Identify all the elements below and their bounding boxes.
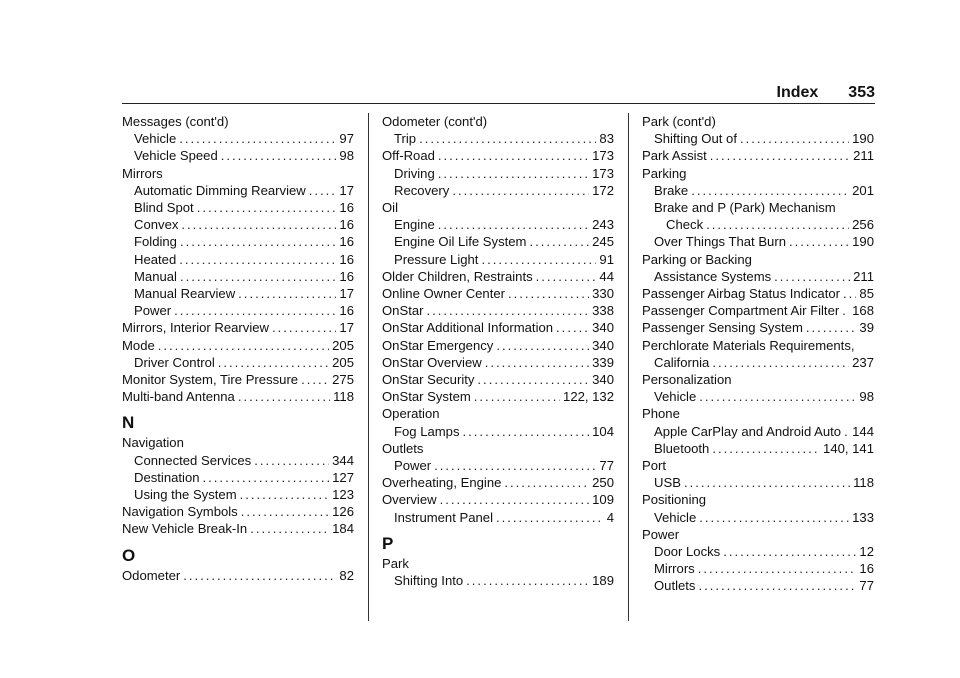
entry-term: Driver Control (134, 354, 215, 370)
index-heading: Positioning (642, 492, 707, 508)
entry-page-number: 133 (852, 509, 874, 525)
entry-term: Shifting Into (394, 573, 464, 589)
entry-term: Passenger Sensing System (642, 320, 803, 336)
dot-leader (179, 130, 336, 147)
index-column-3 (642, 113, 874, 595)
entry-page-number: 344 (332, 452, 354, 468)
index-entry[interactable] (642, 268, 874, 285)
entry-term: Mirrors, Interior Rearview (122, 320, 269, 336)
entry-page-number: 173 (592, 165, 614, 181)
index-entry[interactable] (122, 319, 354, 336)
entry-term: Older Children, Restraints (382, 268, 533, 284)
index-heading: Port (642, 458, 667, 474)
entry-term: Instrument Panel (394, 509, 493, 525)
dot-leader (180, 268, 336, 285)
dot-leader (272, 319, 336, 336)
dot-leader (529, 233, 589, 250)
index-heading: Messages (cont'd) (122, 114, 229, 129)
dot-leader (240, 486, 330, 503)
index-entry[interactable] (122, 337, 354, 354)
index-entry[interactable] (122, 130, 354, 147)
dot-leader (474, 388, 560, 405)
index-entry[interactable] (122, 503, 354, 520)
dot-leader (536, 268, 597, 285)
index-heading: Personalization (642, 372, 732, 388)
column-divider (628, 113, 629, 621)
entry-page-number: 123 (332, 487, 354, 503)
dot-leader (440, 491, 590, 508)
index-entry[interactable] (122, 302, 354, 319)
dot-leader (309, 182, 337, 199)
index-entry[interactable] (122, 147, 354, 164)
entry-term: Assistance Systems (654, 268, 772, 284)
dot-leader (250, 520, 329, 537)
index-entry[interactable] (382, 491, 614, 508)
index-entry[interactable] (382, 130, 614, 147)
index-heading: Navigation (122, 435, 184, 451)
index-entry[interactable] (642, 423, 874, 440)
index-entry[interactable] (382, 233, 614, 250)
index-entry[interactable] (642, 509, 874, 526)
entry-page-number: 44 (599, 268, 614, 284)
entry-term: Pressure Light (394, 251, 479, 267)
entry-term: Vehicle (654, 389, 697, 405)
entry-term: Navigation Symbols (122, 504, 238, 520)
dot-leader (438, 165, 589, 182)
index-entry[interactable] (642, 354, 874, 371)
index-entry[interactable] (382, 423, 614, 440)
entry-term: OnStar (382, 303, 424, 319)
entry-page-number: 205 (332, 354, 354, 370)
index-entry[interactable] (382, 457, 614, 474)
entry-page-number: 83 (599, 131, 614, 147)
entry-page-number: 16 (339, 303, 354, 319)
index-entry[interactable] (642, 543, 874, 560)
entry-term: Engine (394, 217, 435, 233)
dot-leader (466, 572, 589, 589)
entry-term: Vehicle Speed (134, 148, 218, 164)
column-divider (368, 113, 369, 621)
entry-term: Mode (122, 337, 155, 353)
dot-leader (179, 251, 336, 268)
dot-leader (301, 371, 329, 388)
index-entry[interactable] (382, 268, 614, 285)
dot-leader (504, 474, 589, 491)
dot-leader (452, 182, 589, 199)
dot-leader (158, 337, 329, 354)
entry-page-number: 340 (592, 320, 614, 336)
page-header (777, 84, 876, 102)
index-entry[interactable] (382, 474, 614, 491)
dot-leader (699, 509, 849, 526)
index-entry[interactable] (122, 268, 354, 285)
index-entry[interactable] (122, 520, 354, 537)
entry-term: Apple CarPlay and Android Auto (654, 423, 842, 439)
entry-term: OnStar System (382, 389, 471, 405)
entry-term: California (654, 354, 710, 370)
index-column-1 (122, 113, 354, 584)
dot-leader (419, 130, 596, 147)
entry-page-number: 256 (852, 217, 874, 233)
dot-leader (438, 216, 589, 233)
dot-leader (710, 147, 850, 164)
index-entry[interactable] (642, 560, 874, 577)
entry-term: Check (666, 217, 704, 233)
dot-leader (218, 354, 329, 371)
dot-leader (481, 251, 596, 268)
entry-term: OnStar Additional Information (382, 320, 554, 336)
index-heading: Outlets (382, 440, 424, 456)
entry-page-number: 190 (852, 234, 874, 250)
entry-page-number: 275 (332, 372, 354, 388)
entry-page-number: 85 (859, 286, 874, 302)
entry-term: Heated (134, 251, 177, 267)
entry-term: Door Locks (654, 544, 721, 560)
index-entry[interactable] (642, 130, 874, 147)
index-entry[interactable] (122, 251, 354, 268)
index-entry[interactable] (122, 452, 354, 469)
dot-leader (183, 567, 336, 584)
entry-term: Odometer (122, 567, 181, 583)
dot-leader (789, 233, 849, 250)
entry-page-number: 17 (339, 182, 354, 198)
dot-leader (238, 285, 336, 302)
index-entry[interactable] (642, 285, 874, 302)
dot-leader (426, 302, 589, 319)
entry-page-number: 122, 132 (563, 389, 614, 405)
entry-term: Outlets (654, 578, 696, 594)
entry-page-number: 245 (592, 234, 614, 250)
dot-leader (463, 423, 590, 440)
dot-leader (485, 354, 589, 371)
index-entry[interactable] (642, 216, 874, 233)
index-heading: Operation (382, 406, 440, 422)
entry-page-number: 339 (592, 354, 614, 370)
entry-page-number: 250 (592, 475, 614, 491)
entry-page-number: 190 (852, 131, 874, 147)
entry-page-number: 17 (339, 320, 354, 336)
dot-leader (434, 457, 596, 474)
index-entry[interactable] (642, 440, 874, 457)
index-entry[interactable] (642, 182, 874, 199)
dot-leader (496, 337, 589, 354)
index-entry[interactable] (642, 233, 874, 250)
dot-leader (221, 147, 337, 164)
entry-term: Destination (134, 469, 200, 485)
entry-page-number: 16 (339, 217, 354, 233)
index-entry[interactable] (122, 486, 354, 503)
entry-term: OnStar Security (382, 372, 475, 388)
entry-page-number: 16 (339, 251, 354, 267)
index-entry[interactable] (382, 302, 614, 319)
entry-page-number: 201 (852, 182, 874, 198)
index-entry[interactable] (642, 474, 874, 491)
dot-leader (174, 302, 336, 319)
entry-page-number: 4 (606, 509, 614, 525)
index-entry[interactable] (122, 233, 354, 250)
index-entry[interactable] (382, 251, 614, 268)
entry-term: Automatic Dimming Rearview (134, 182, 306, 198)
entry-page-number: 16 (339, 234, 354, 250)
index-entry[interactable] (122, 182, 354, 199)
index-entry[interactable] (642, 388, 874, 405)
dot-leader (203, 469, 330, 486)
index-heading: Perchlorate Materials Requirements, (642, 337, 855, 353)
dot-leader (254, 452, 329, 469)
entry-term: Trip (394, 131, 417, 147)
entry-page-number: 12 (859, 544, 874, 560)
dot-leader (508, 285, 589, 302)
entry-term: Recovery (394, 182, 450, 198)
dot-leader (556, 319, 589, 336)
entry-page-number: 189 (592, 573, 614, 589)
entry-term: Monitor System, Tire Pressure (122, 372, 299, 388)
index-entry[interactable] (382, 509, 614, 526)
entry-page-number: 338 (592, 303, 614, 319)
page-number: 353 (848, 84, 875, 101)
entry-term: Mirrors (654, 561, 695, 577)
dot-leader (698, 560, 857, 577)
entry-page-number: 16 (859, 561, 874, 577)
entry-term: Off-Road (382, 148, 435, 164)
index-entry[interactable] (122, 567, 354, 584)
dot-leader (699, 388, 856, 405)
entry-term: Multi-band Antenna (122, 389, 235, 405)
entry-term: Engine Oil Life System (394, 234, 527, 250)
index-entry[interactable] (382, 147, 614, 164)
index-entry[interactable] (122, 285, 354, 302)
dot-leader (477, 371, 589, 388)
entry-term: Using the System (134, 487, 237, 503)
entry-page-number: 173 (592, 148, 614, 164)
entry-page-number: 39 (859, 320, 874, 336)
index-entry[interactable] (382, 388, 614, 405)
entry-term: Connected Services (134, 452, 252, 468)
index-entry[interactable] (382, 354, 614, 371)
index-subheading: Brake and P (Park) Mechanism (654, 200, 836, 216)
entry-page-number: 98 (339, 148, 354, 164)
entry-term: Manual (134, 268, 177, 284)
index-entry[interactable] (642, 147, 874, 164)
entry-page-number: 168 (852, 303, 874, 319)
dot-leader (712, 440, 820, 457)
dot-leader (241, 503, 329, 520)
dot-leader (843, 285, 856, 302)
entry-page-number: 118 (333, 389, 354, 405)
entry-page-number: 98 (859, 389, 874, 405)
entry-page-number: 97 (339, 131, 354, 147)
entry-term: Online Owner Center (382, 286, 505, 302)
entry-page-number: 340 (592, 337, 614, 353)
dot-leader (774, 268, 850, 285)
entry-term: Park Assist (642, 148, 707, 164)
entry-term: Blind Spot (134, 200, 194, 216)
index-entry[interactable] (382, 182, 614, 199)
dot-leader (691, 182, 849, 199)
entry-term: Bluetooth (654, 440, 710, 456)
index-entry[interactable] (382, 371, 614, 388)
dot-leader (698, 577, 856, 594)
entry-term: USB (654, 475, 681, 491)
entry-page-number: 104 (592, 423, 614, 439)
index-entry[interactable] (382, 216, 614, 233)
index-heading: Park (cont'd) (642, 114, 716, 129)
dot-leader (723, 543, 856, 560)
dot-leader (180, 233, 336, 250)
dot-leader (496, 509, 604, 526)
entry-term: OnStar Emergency (382, 337, 494, 353)
dot-leader (197, 199, 337, 216)
entry-page-number: 127 (332, 469, 354, 485)
section-title: Index (776, 84, 819, 101)
index-entry[interactable] (382, 319, 614, 336)
index-entry[interactable] (122, 199, 354, 216)
index-entry[interactable] (122, 371, 354, 388)
header-rule (122, 103, 875, 104)
entry-term: Driving (394, 165, 435, 181)
index-heading: Power (642, 526, 680, 542)
index-heading: Oil (382, 200, 399, 216)
entry-term: Over Things That Burn (654, 234, 786, 250)
index-entry[interactable] (642, 302, 874, 319)
entry-term: New Vehicle Break-In (122, 521, 248, 537)
entry-term: Power (134, 303, 172, 319)
entry-page-number: 205 (332, 337, 354, 353)
dot-leader (438, 147, 589, 164)
entry-term: OnStar Overview (382, 354, 482, 370)
entry-page-number: 118 (853, 475, 874, 491)
entry-term: Passenger Compartment Air Filter (642, 303, 840, 319)
entry-page-number: 17 (339, 286, 354, 302)
dot-leader (238, 388, 330, 405)
index-entry[interactable] (122, 388, 354, 405)
entry-term: Convex (134, 217, 179, 233)
entry-page-number: 243 (592, 217, 614, 233)
index-entry[interactable] (382, 337, 614, 354)
dot-leader (842, 302, 849, 319)
entry-term: Overheating, Engine (382, 475, 502, 491)
entry-page-number: 237 (852, 354, 874, 370)
dot-leader (740, 130, 849, 147)
index-entry[interactable] (382, 572, 614, 589)
entry-term: Fog Lamps (394, 423, 460, 439)
entry-term: Vehicle (654, 509, 697, 525)
index-entry[interactable] (122, 469, 354, 486)
index-heading: Odometer (cont'd) (382, 114, 488, 129)
entry-page-number: 330 (592, 286, 614, 302)
index-heading: Phone (642, 406, 680, 422)
dot-leader (181, 216, 336, 233)
entry-page-number: 82 (339, 567, 354, 583)
entry-term: Vehicle (134, 131, 177, 147)
index-entry[interactable] (382, 165, 614, 182)
index-letter-heading: N (122, 413, 135, 433)
entry-page-number: 144 (852, 423, 874, 439)
dot-leader (844, 423, 849, 440)
entry-term: Power (394, 458, 432, 474)
entry-term: Passenger Airbag Status Indicator (642, 286, 840, 302)
index-heading: Parking (642, 165, 687, 181)
index-heading: Mirrors (122, 165, 163, 181)
index-entry[interactable] (122, 216, 354, 233)
entry-page-number: 140, 141 (823, 440, 874, 456)
index-entry[interactable] (642, 319, 874, 336)
entry-term: Shifting Out of (654, 131, 737, 147)
entry-page-number: 77 (859, 578, 874, 594)
entry-page-number: 91 (599, 251, 614, 267)
entry-page-number: 16 (339, 200, 354, 216)
dot-leader (706, 216, 849, 233)
entry-page-number: 16 (339, 268, 354, 284)
index-letter-heading: O (122, 545, 136, 565)
entry-page-number: 126 (332, 504, 354, 520)
entry-page-number: 109 (592, 492, 614, 508)
entry-page-number: 340 (592, 372, 614, 388)
entry-term: Folding (134, 234, 177, 250)
dot-leader (712, 354, 849, 371)
index-entry[interactable] (642, 577, 874, 594)
entry-term: Overview (382, 492, 437, 508)
entry-page-number: 211 (853, 148, 874, 164)
index-entry[interactable] (382, 285, 614, 302)
dot-leader (806, 319, 857, 336)
index-heading: Parking or Backing (642, 251, 752, 267)
index-column-2 (382, 113, 614, 589)
index-heading: Park (382, 555, 409, 571)
entry-page-number: 172 (592, 182, 614, 198)
entry-page-number: 211 (853, 268, 874, 284)
index-letter-heading: P (382, 533, 394, 553)
entry-term: Manual Rearview (134, 286, 236, 302)
entry-page-number: 184 (332, 521, 354, 537)
dot-leader (684, 474, 850, 491)
index-entry[interactable] (122, 354, 354, 371)
entry-page-number: 77 (599, 458, 614, 474)
entry-term: Brake (654, 182, 689, 198)
